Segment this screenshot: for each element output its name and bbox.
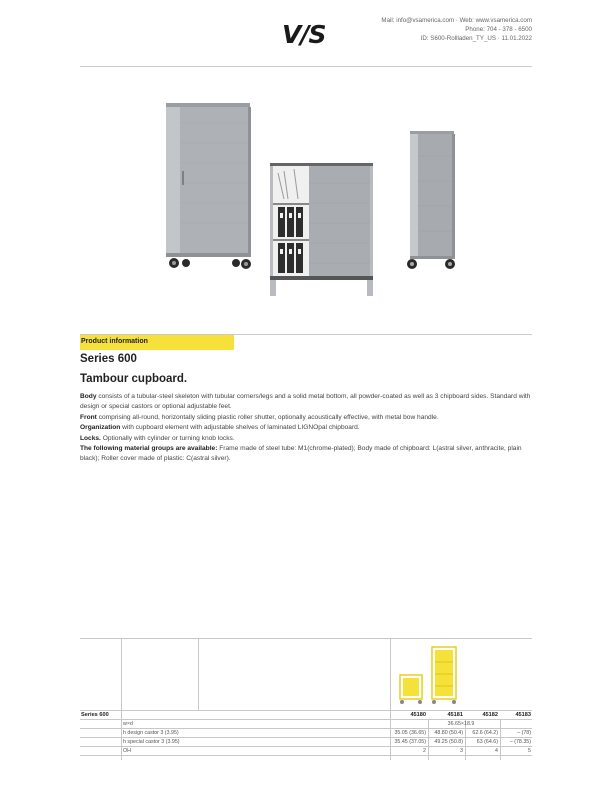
header-divider bbox=[80, 66, 532, 67]
article-45181: 45181 bbox=[447, 712, 463, 718]
description-organization: Organization with cupboard element with adjustable shelves of laminated LIGNOpal chipboard. bbox=[80, 424, 360, 432]
row-label-wd: w×d bbox=[123, 721, 133, 727]
article-45182: 45182 bbox=[482, 712, 498, 718]
spec-table bbox=[80, 638, 532, 760]
size-thumbnails bbox=[396, 645, 462, 712]
description-locks: Locks. Optionally with cylinder or turning knob locks. bbox=[80, 434, 235, 442]
product-title: Tambour cupboard. bbox=[80, 373, 188, 385]
article-45183: 45183 bbox=[515, 712, 531, 718]
section-label: Product information bbox=[80, 335, 234, 350]
contact-phone: Phone: 704 - 378 - 6500 bbox=[465, 26, 532, 33]
product-description bbox=[80, 392, 532, 465]
row-label-special-castor: h special castor 3 (3.95) bbox=[123, 739, 180, 745]
contact-info bbox=[381, 16, 532, 43]
tall-cupboard-image bbox=[164, 103, 254, 271]
table-series-label: Series 600 bbox=[81, 712, 109, 718]
table-cell: 62.6 (64.2) bbox=[472, 730, 498, 736]
table-cell: 5 bbox=[528, 748, 531, 754]
row-label-oh: OH bbox=[123, 748, 131, 754]
table-cell: 48.80 (50.4) bbox=[434, 730, 463, 736]
open-tambour-cupboard-image bbox=[270, 163, 373, 296]
table-cell: – (78) bbox=[517, 730, 531, 736]
contact-mail-web: Mail: info@vsamerica.com · Web: www.vsamerica.com bbox=[381, 17, 532, 24]
table-cell: 4 bbox=[495, 748, 498, 754]
vs-logo: V/S bbox=[282, 20, 326, 49]
description-materials: The following material groups are available: Frame made of steel tube: M1(chrome-plated); Body made of chipboard: L(astral silver, anthracite, plain black); Roller cover made of plastic: C(astral silver). bbox=[80, 445, 522, 463]
row-label-design-castor: h design castor 3 (3.95) bbox=[123, 730, 179, 736]
description-body: Body consists of a tubular-steel skeleton with tubular corners/legs and a solid metal bottom, all powder-coated as well as 3 chipboard sides. Standard with design or special castors or optional adjustable feet. bbox=[80, 393, 531, 411]
table-cell: 49.25 (50.8) bbox=[434, 739, 463, 745]
table-cell: 35.45 (37.05) bbox=[394, 739, 426, 745]
article-45180: 45180 bbox=[410, 712, 426, 718]
document-id: ID: S600-Rollladen_TY_US · 11.01.2022 bbox=[420, 35, 532, 42]
table-cell: – (78.35) bbox=[509, 739, 531, 745]
table-cell: 35.05 (36.65) bbox=[394, 730, 426, 736]
row-value-wd: 36.65×18.9 bbox=[447, 721, 475, 727]
table-cell: 63 (64.6) bbox=[476, 739, 498, 745]
narrow-cupboard-image bbox=[404, 131, 460, 271]
description-front: Front comprising all-round, horizontally sliding plastic roller shutter, optionally acoustically effective, with metal bow handle. bbox=[80, 413, 439, 421]
table-cell: 2 bbox=[423, 748, 426, 754]
table-cell: 3 bbox=[460, 748, 463, 754]
series-title: Series 600 bbox=[80, 353, 137, 365]
